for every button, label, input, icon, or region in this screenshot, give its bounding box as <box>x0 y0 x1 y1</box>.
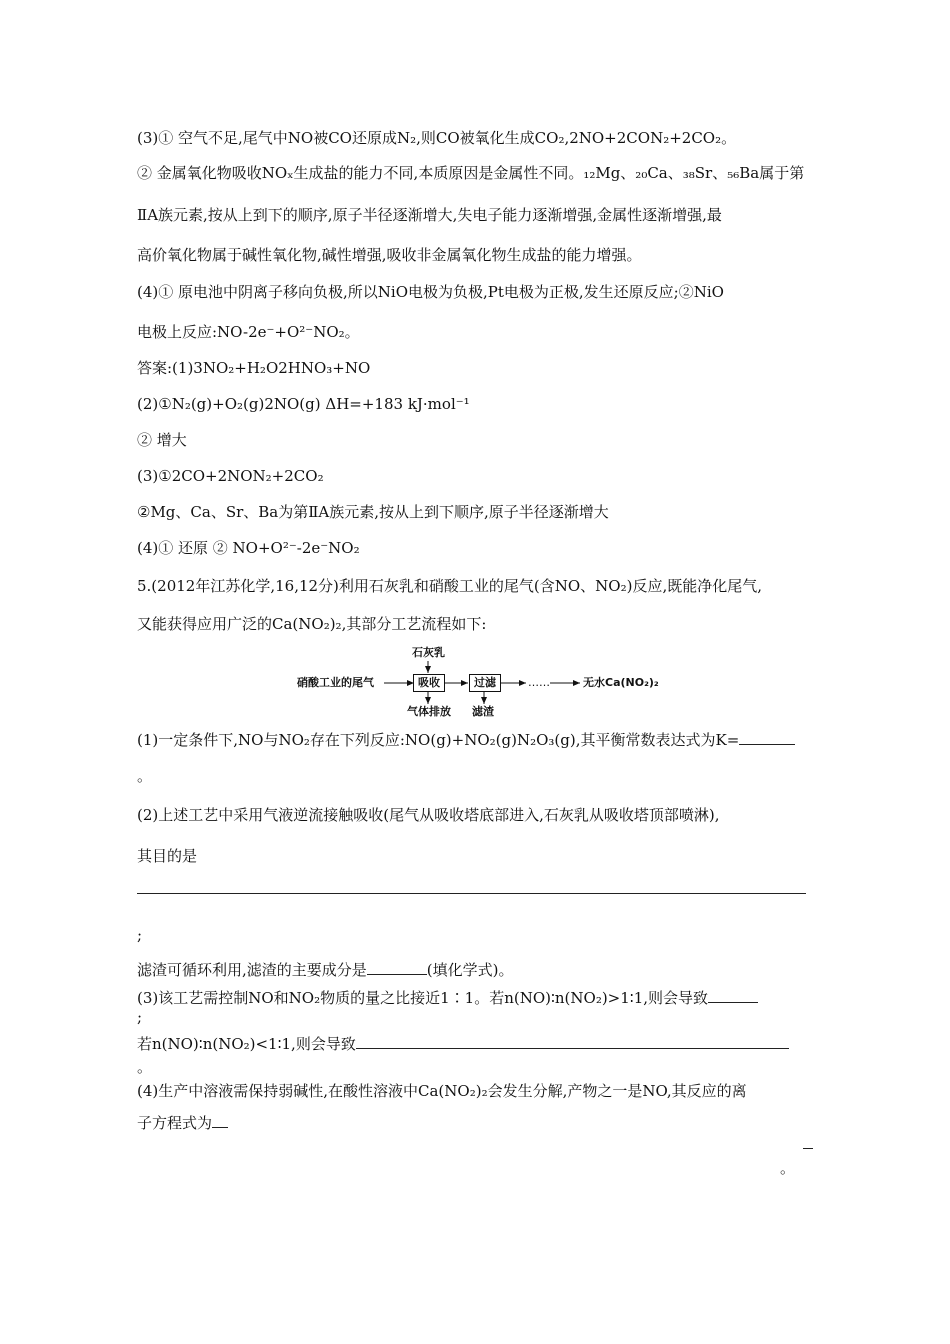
question5-part4-line2 <box>137 1111 228 1133</box>
flow-product-label: 无水Ca(NO₂)₂ <box>583 676 659 689</box>
question5-part2-line2: 其目的是 <box>137 847 198 865</box>
question5-part1 <box>137 728 795 750</box>
question5-part2-line1: (2)上述工艺中采用气液逆流接触吸收(尾气从吸收塔底部进入,石灰乳从吸收塔顶部喷淋), <box>137 806 720 824</box>
question5-part4-end: 。 <box>780 1159 796 1177</box>
answer-blank-k[interactable] <box>739 728 795 745</box>
flow-dots: …… <box>528 676 550 689</box>
answer-key-3-2: ②Mg、Ca、Sr、Ba为第ⅡA族元素,按从上到下顺序,原子半径逐渐增大 <box>137 503 609 521</box>
answer-line-3-2-cont2: 高价氧化物属于碱性氧化物,碱性增强,吸收非金属氧化物生成盐的能力增强。 <box>137 246 642 264</box>
answer-blank-excess-no2[interactable] <box>356 1032 789 1049</box>
question5-stem-line2: 又能获得应用广泛的Ca(NO₂)₂,其部分工艺流程如下: <box>137 615 487 633</box>
answer-line-4-2: 电极上反应:NO-2e⁻+O²⁻NO₂。 <box>137 323 360 341</box>
flow-input-label: 硝酸工业的尾气 <box>297 676 374 689</box>
question5-part2-line3 <box>137 958 514 980</box>
question5-part3-semicolon: ; <box>137 1008 143 1026</box>
question5-part3-text2: 若n(NO)∶n(NO₂)<1∶1,则会导致 <box>137 1035 356 1053</box>
answer-line-3-2-cont1: ⅡA族元素,按从上到下的顺序,原子半径逐渐增大,失电子能力逐渐增强,金属性逐渐增强,最 <box>137 206 722 224</box>
question5-part3-end: 。 <box>137 1058 153 1076</box>
question5-stem-line1: 5.(2012年江苏化学,16,12分)利用石灰乳和硝酸工业的尾气(含NO、NO₂)反应,既能净化尾气, <box>137 577 763 595</box>
question5-part1-end: 。 <box>137 767 153 785</box>
answer-line-3-2: ② 金属氧化物吸收NOₓ生成盐的能力不同,本质原因是金属性不同。₁₂Mg、₂₀Ca、₃₈Sr、₅₆Ba属于第 <box>137 164 805 182</box>
question5-part4-line1: (4)生产中溶液需保持弱碱性,在酸性溶液中Ca(NO₂)₂会发生分解,产物之一是NO,其反应的离 <box>137 1082 747 1100</box>
flow-residue-label: 滤渣 <box>472 705 494 718</box>
question5-part2-residue-text: 滤渣可循环利用,滤渣的主要成分是 <box>137 961 367 979</box>
answer-blank-equation-end[interactable] <box>803 1148 813 1149</box>
question5-part3-line1 <box>137 986 758 1008</box>
answer-line-4-1: (4)① 原电池中阴离子移向负极,所以NiO电极为负极,Pt电极为正极,发生还原反应;②NiO <box>137 283 724 301</box>
answer-key-4: (4)① 还原 ② NO+O²⁻-2e⁻NO₂ <box>137 539 360 557</box>
flow-exhaust-label: 气体排放 <box>407 705 451 718</box>
answer-key-1: 答案:(1)3NO₂+H₂O2HNO₃+NO <box>137 359 371 377</box>
answer-blank-equation[interactable] <box>212 1111 228 1128</box>
question5-part2-residue-end: (填化学式)。 <box>426 961 514 979</box>
question5-part1-text: (1)一定条件下,NO与NO₂存在下列反应:NO(g)+NO₂(g)N₂O₃(g),其平衡常数表达式为K= <box>137 731 740 749</box>
answer-blank-purpose[interactable] <box>137 893 806 894</box>
answer-line-3-1: (3)① 空气不足,尾气中NO被CO还原成N₂,则CO被氧化生成CO₂,2NO+2CON₂+2CO₂。 <box>137 129 737 147</box>
answer-key-2-1: (2)①N₂(g)+O₂(g)2NO(g) ΔH=+183 kJ·mol⁻¹ <box>137 395 470 413</box>
question5-part3-line2 <box>137 1032 789 1054</box>
answer-key-2-2: ② 增大 <box>137 431 187 449</box>
answer-key-3-1: (3)①2CO+2NON₂+2CO₂ <box>137 467 324 485</box>
flow-absorb-box: 吸收 <box>413 674 445 692</box>
flow-filter-box: 过滤 <box>469 674 501 692</box>
question5-part4-text: 子方程式为 <box>137 1114 213 1132</box>
question5-part2-semicolon: ; <box>137 926 143 944</box>
question5-part3-text: (3)该工艺需控制NO和NO₂物质的量之比接近1∶1。若n(NO)∶n(NO₂)>1∶1,则会导致 <box>137 989 709 1007</box>
flow-reagent-label: 石灰乳 <box>412 646 445 659</box>
answer-blank-residue[interactable] <box>367 958 427 975</box>
answer-blank-excess-no[interactable] <box>708 986 758 1003</box>
